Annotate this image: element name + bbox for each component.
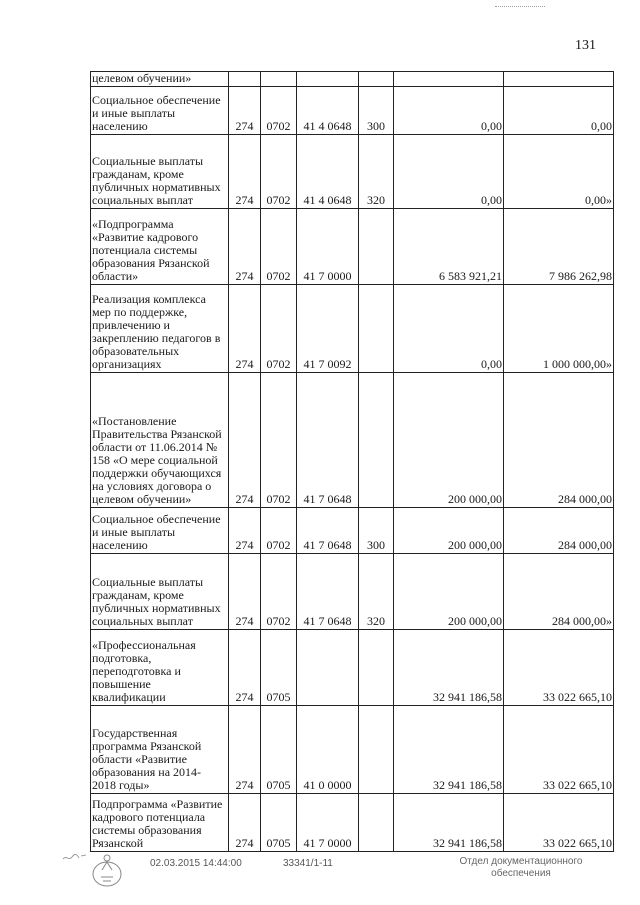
row-value-2: 0,00»: [504, 135, 614, 209]
row-value-1: 32 941 186,58: [394, 706, 504, 794]
row-value-2: 7 986 262,98: [504, 209, 614, 285]
row-target: 41 7 0000: [297, 794, 359, 852]
row-kind: [359, 706, 394, 794]
footer-department-line-2: обеспечения: [491, 868, 551, 879]
table-row: [91, 72, 614, 87]
row-code: 274: [229, 373, 261, 508]
row-section: [261, 72, 297, 87]
row-name: Реализация комплекса мер по поддержке, привлечению и закреплению педагогов в образовательных организациях: [91, 285, 229, 373]
row-section: 0702: [261, 508, 297, 554]
row-kind: [359, 794, 394, 852]
row-name: «Профессиональная подготовка, переподготовка и повышение квалификации: [91, 630, 229, 706]
row-value-1: 6 583 921,21: [394, 209, 504, 285]
handwritten-mark: [62, 851, 88, 863]
table-row: [91, 209, 614, 285]
budget-table: [90, 71, 614, 852]
row-kind: [359, 72, 394, 87]
row-value-1: 200 000,00: [394, 554, 504, 630]
row-value-1: 32 941 186,58: [394, 794, 504, 852]
row-kind: 320: [359, 135, 394, 209]
row-section: 0702: [261, 87, 297, 135]
row-name: Государственная программа Рязанской области «Развитие образования на 2014- 2018 годы»: [91, 706, 229, 794]
row-section: 0705: [261, 706, 297, 794]
row-value-2: 1 000 000,00»: [504, 285, 614, 373]
row-value-1: 0,00: [394, 285, 504, 373]
row-value-1: 0,00: [394, 87, 504, 135]
scan-mark: [495, 6, 545, 8]
row-value-1: 32 941 186,58: [394, 630, 504, 706]
row-name: Социальные выплаты гражданам, кроме публичных нормативных социальных выплат: [91, 554, 229, 630]
row-value-2: 284 000,00»: [504, 554, 614, 630]
row-value-2: 284 000,00: [504, 508, 614, 554]
row-target: [297, 630, 359, 706]
row-target: [297, 72, 359, 87]
row-section: 0702: [261, 135, 297, 209]
row-target: 41 4 0648: [297, 135, 359, 209]
row-kind: [359, 285, 394, 373]
row-kind: 300: [359, 87, 394, 135]
footer-date: 02.03.2015 14:44:00: [150, 858, 242, 869]
row-value-1: 200 000,00: [394, 508, 504, 554]
row-value-2: 0,00: [504, 87, 614, 135]
row-code: 274: [229, 706, 261, 794]
row-name: Социальное обеспечение и иные выплаты населению: [91, 87, 229, 135]
table-row: [91, 508, 614, 554]
table-row: [91, 554, 614, 630]
footer-department-line-1: Отдел документационного: [459, 856, 583, 867]
footer-document-code: 33341/1-11: [283, 858, 333, 869]
table-body: [91, 72, 614, 852]
row-value-2: 33 022 665,10: [504, 630, 614, 706]
row-target: 41 7 0648: [297, 508, 359, 554]
row-target: 41 0 0000: [297, 706, 359, 794]
row-value-2: 284 000,00: [504, 373, 614, 508]
row-code: 274: [229, 87, 261, 135]
row-code: 274: [229, 209, 261, 285]
row-section: 0702: [261, 554, 297, 630]
row-code: 274: [229, 554, 261, 630]
row-name: целевом обучении»: [91, 72, 229, 87]
row-name: «Постановление Правительства Рязанской области от 11.06.2014 № 158 «О мере социальной поддержки обучающихся на условиях договора о целевом обучении»: [91, 373, 229, 508]
row-value-2: 33 022 665,10: [504, 706, 614, 794]
row-value-2: [504, 72, 614, 87]
table-row: [91, 794, 614, 852]
row-value-1: 200 000,00: [394, 373, 504, 508]
table-row: [91, 630, 614, 706]
page-number: 131: [575, 38, 596, 53]
table-row: [91, 373, 614, 508]
row-name: Социальные выплаты гражданам, кроме публичных нормативных социальных выплат: [91, 135, 229, 209]
row-target: 41 7 0092: [297, 285, 359, 373]
table-row: [91, 706, 614, 794]
row-code: [229, 72, 261, 87]
table-row: [91, 87, 614, 135]
row-name: Социальное обеспечение и иные выплаты населению: [91, 508, 229, 554]
row-target: 41 7 0648: [297, 554, 359, 630]
row-value-1: 0,00: [394, 135, 504, 209]
seal-icon: [90, 850, 124, 888]
row-kind: [359, 373, 394, 508]
row-kind: 300: [359, 508, 394, 554]
row-section: 0702: [261, 209, 297, 285]
row-section: 0702: [261, 373, 297, 508]
row-value-1: [394, 72, 504, 87]
table-row: [91, 285, 614, 373]
row-value-2: 33 022 665,10: [504, 794, 614, 852]
row-section: 0705: [261, 630, 297, 706]
row-code: 274: [229, 630, 261, 706]
row-code: 274: [229, 135, 261, 209]
row-code: 274: [229, 794, 261, 852]
row-code: 274: [229, 285, 261, 373]
row-target: 41 4 0648: [297, 87, 359, 135]
row-name: Подпрограмма «Развитие кадрового потенциала системы образования Рязанской: [91, 794, 229, 852]
row-section: 0702: [261, 285, 297, 373]
row-target: 41 7 0648: [297, 373, 359, 508]
footer-department: [446, 856, 596, 880]
row-name: «Подпрограмма «Развитие кадрового потенциала системы образования Рязанской области»: [91, 209, 229, 285]
row-code: 274: [229, 508, 261, 554]
row-kind: 320: [359, 554, 394, 630]
row-target: 41 7 0000: [297, 209, 359, 285]
row-kind: [359, 209, 394, 285]
row-section: 0705: [261, 794, 297, 852]
table-row: [91, 135, 614, 209]
row-kind: [359, 630, 394, 706]
